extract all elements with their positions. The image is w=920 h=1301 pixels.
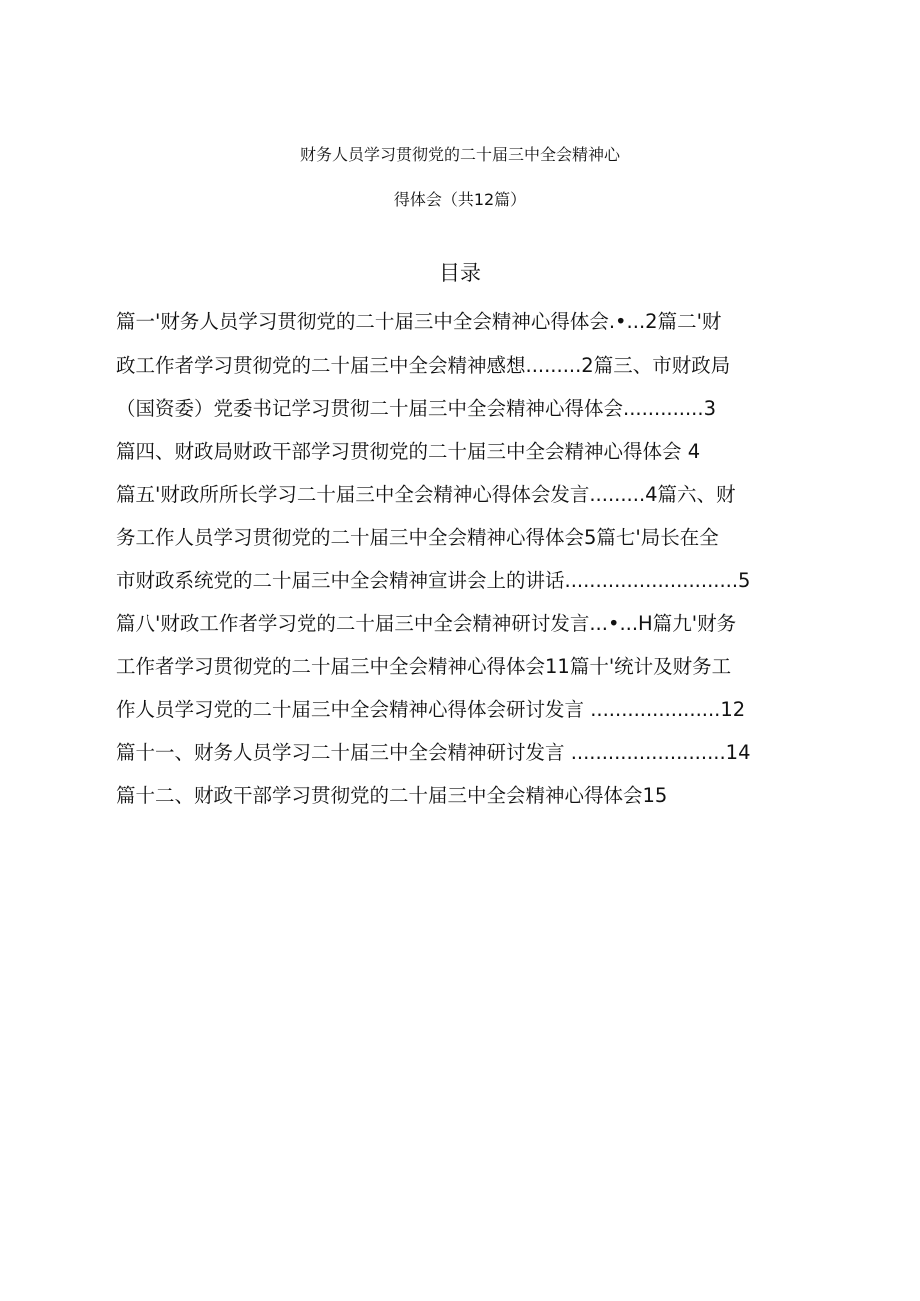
toc-line: 篇十一、财务人员学习二十届三中全会精神研讨发言 .........................14 xyxy=(116,741,751,764)
toc-line: 务工作人员学习贯彻党的二十届三中全会精神心得体会5篇七'局长在全 xyxy=(116,526,719,549)
toc-line: 篇一'财务人员学习贯彻党的二十届三中全会精神心得体会.•...2篇二'财 xyxy=(116,310,722,333)
toc-line: 篇五'财政所所长学习二十届三中全会精神心得体会发言.........4篇六、财 xyxy=(116,483,736,506)
toc-line: （国资委）党委书记学习贯彻二十届三中全会精神心得体会.............3 xyxy=(116,397,716,420)
toc-line: 篇十二、财政干部学习贯彻党的二十届三中全会精神心得体会15 xyxy=(116,784,668,807)
toc-line: 篇四、财政局财政干部学习贯彻党的二十届三中全会精神心得体会 4 xyxy=(116,440,701,463)
toc-line: 政工作者学习贯彻党的二十届三中全会精神感想.........2篇三、市财政局 xyxy=(116,354,731,377)
toc-line: 工作者学习贯彻党的二十届三中全会精神心得体会11篇十'统计及财务工 xyxy=(116,655,732,678)
toc-heading: 目录 xyxy=(439,261,481,285)
document-title-line-2: 得体会（共12篇） xyxy=(393,190,527,209)
toc-line: 篇八'财政工作者学习党的二十届三中全会精神研讨发言...•...H篇九'财务 xyxy=(116,612,737,635)
toc-line: 作人员学习党的二十届三中全会精神心得体会研讨发言 .....................12 xyxy=(116,698,746,721)
toc-line: 市财政系统党的二十届三中全会精神宣讲会上的讲话............................5 xyxy=(116,569,751,592)
document-title-line-1: 财务人员学习贯彻党的二十届三中全会精神心 xyxy=(299,145,620,164)
